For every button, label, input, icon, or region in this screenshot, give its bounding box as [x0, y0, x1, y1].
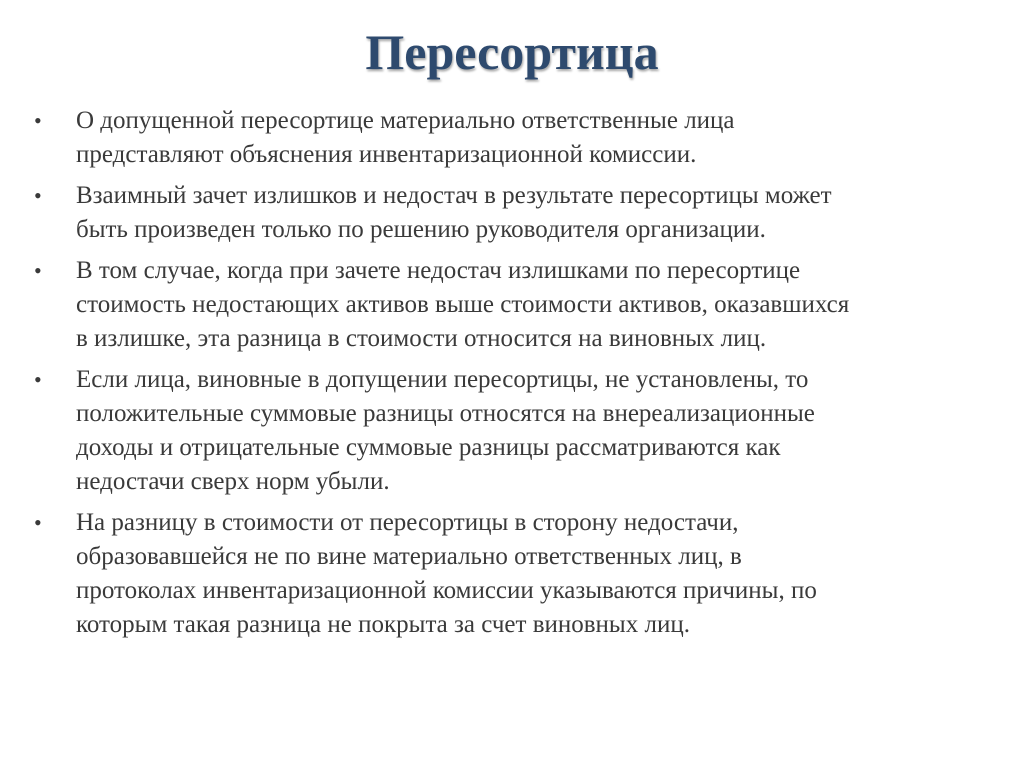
bullet-line: О допущенной пересортице материально ответственные лица — [76, 107, 735, 134]
bullet-line: Если лица, виновные в допущении пересортицы, не установлены, то — [76, 366, 809, 393]
bullet-point-icon: • — [34, 258, 42, 283]
bullet-text — [76, 179, 980, 247]
bullet-line: которым такая разница не покрыта за счет виновных лиц. — [76, 611, 690, 638]
bullet-line: В том случае, когда при зачете недостач излишками по пересортице — [76, 257, 801, 284]
bullet-line: доходы и отрицательные суммовые разницы рассматриваются как — [76, 434, 781, 461]
bullet-text — [76, 506, 980, 642]
bullet-line: представляют объяснения инвентаризационной комиссии. — [76, 141, 697, 168]
bullet-item — [30, 254, 980, 356]
bullet-point-icon: • — [34, 510, 42, 535]
bullet-point-icon: • — [34, 183, 42, 208]
bullet-line: образовавшейся не по вине материально ответственных лиц, в — [76, 543, 742, 570]
slide-title: Пересортица — [365, 24, 659, 80]
bullet-line: протоколах инвентаризационной комиссии указываются причины, по — [76, 577, 817, 604]
bullet-text — [76, 363, 980, 499]
bullet-line: Взаимный зачет излишков и недостач в результате пересортицы может — [76, 182, 832, 209]
bullet-item — [30, 179, 980, 247]
bullet-line: недостачи сверх норм убыли. — [76, 468, 390, 495]
bullet-line: На разницу в стоимости от пересортицы в сторону недостачи, — [76, 509, 739, 536]
bullet-text — [76, 254, 980, 356]
bullet-text — [76, 104, 980, 172]
bullet-line: быть произведен только по решению руководителя организации. — [76, 216, 766, 243]
bullet-point-icon: • — [34, 108, 42, 133]
bullet-item — [30, 104, 980, 172]
bullet-item — [30, 363, 980, 499]
bullet-point-icon: • — [34, 367, 42, 392]
bullet-line: стоимость недостающих активов выше стоимости активов, оказавшихся — [76, 291, 850, 318]
bullet-line: положительные суммовые разницы относятся на внереализационные — [76, 400, 815, 427]
bullet-list — [30, 104, 980, 649]
bullet-item — [30, 506, 980, 642]
bullet-line: в излишке, эта разница в стоимости относится на виновных лиц. — [76, 325, 767, 352]
